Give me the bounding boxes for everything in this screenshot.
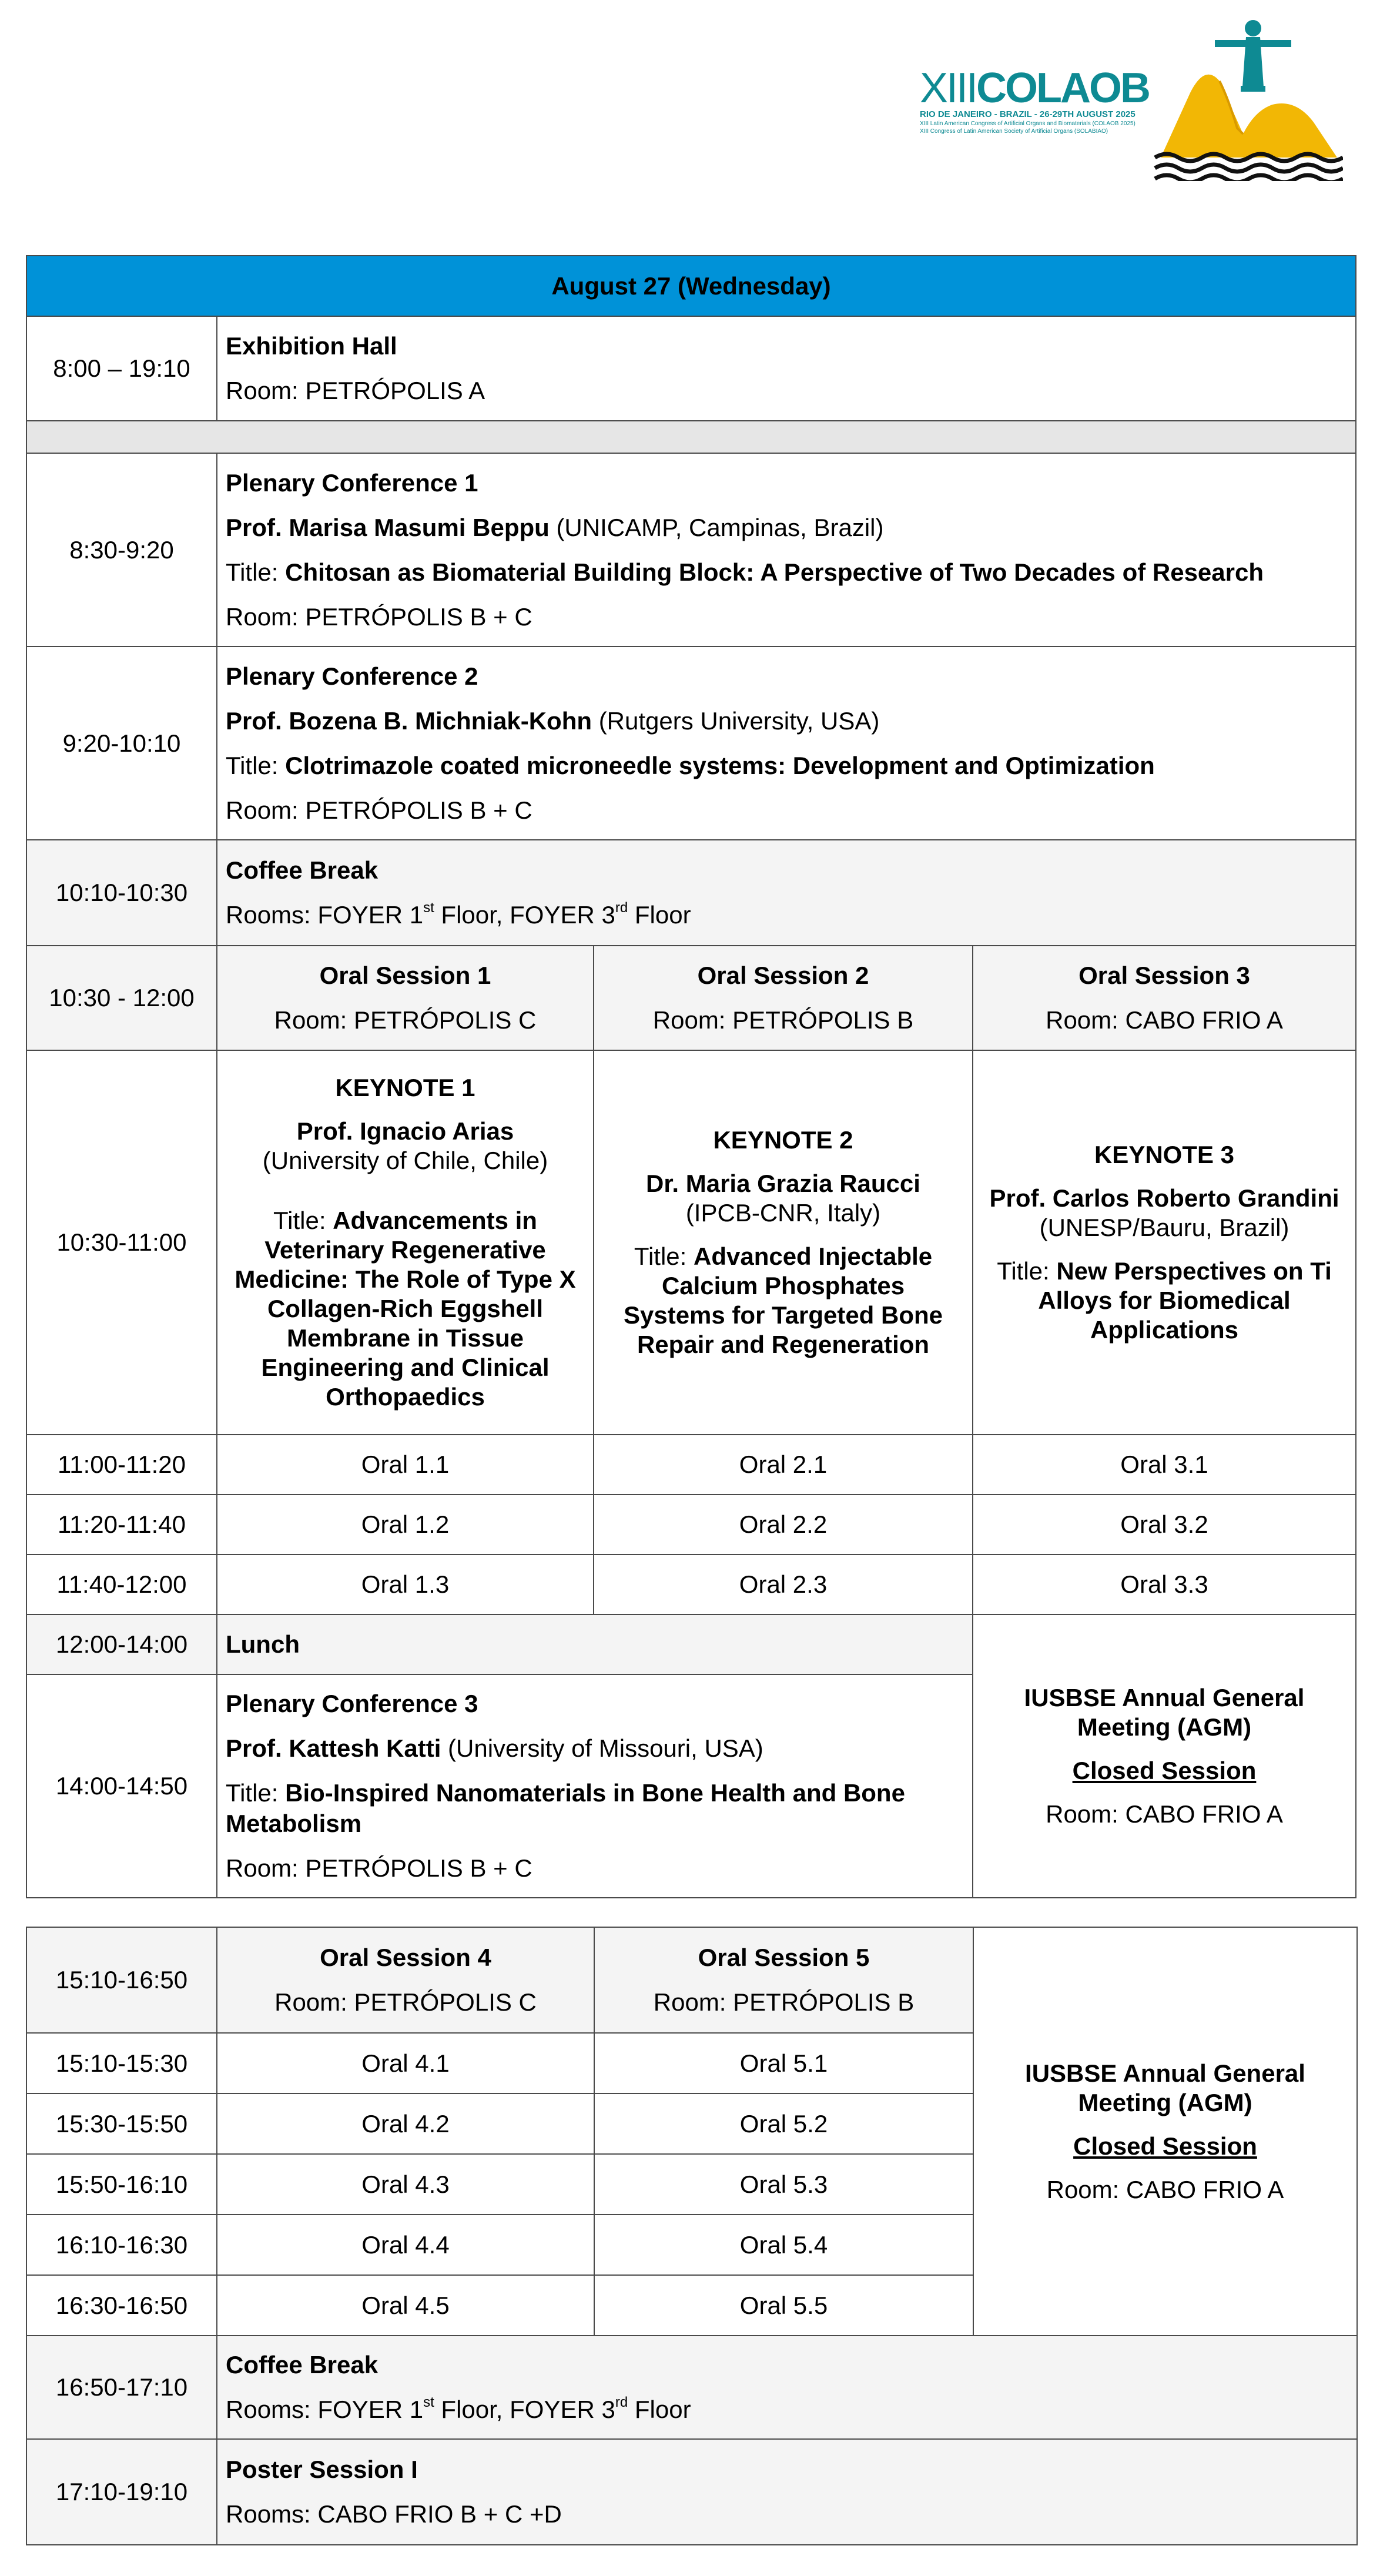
plenary2-room: Room: PETRÓPOLIS B + C (226, 796, 532, 824)
keynote-2-affiliation: (IPCB-CNR, Italy) (685, 1199, 881, 1227)
oral-block1-row (26, 946, 1356, 1050)
keynotes-row (26, 1050, 1356, 1435)
oral-slot: Oral 2.2 (594, 1495, 973, 1555)
agm-room: Room: CABO FRIO A (1046, 1800, 1283, 1828)
keynote-3-speaker: Prof. Carlos Roberto Grandini (989, 1184, 1339, 1212)
exhibition-time: 8:00 – 19:10 (26, 316, 217, 421)
oral-row (26, 1495, 1356, 1555)
oral-slot: Oral 2.1 (594, 1435, 973, 1495)
oral-slot: Oral 2.3 (594, 1555, 973, 1614)
oral-block2-time: 15:10-16:50 (26, 1927, 217, 2033)
agm-room: Room: CABO FRIO A (1046, 2175, 1284, 2203)
keynote-1-affiliation: (University of Chile, Chile) (262, 1147, 548, 1174)
oral-slot: Oral 4.2 (217, 2093, 594, 2154)
oral-slot: Oral 1.2 (217, 1495, 594, 1555)
oral-time: 15:50-16:10 (26, 2154, 217, 2215)
plenary2-row (26, 646, 1356, 840)
plenary2-speaker: Prof. Bozena B. Michniak-Kohn (226, 706, 592, 735)
schedule-table-morning (26, 255, 1356, 1898)
coffee1-rooms: Rooms: FOYER 1st Floor, FOYER 3rd Floor (226, 900, 691, 929)
coffee2-rooms: Rooms: FOYER 1st Floor, FOYER 3rd Floor (226, 2394, 691, 2423)
lunch-time: 12:00-14:00 (26, 1614, 217, 1674)
oral-slot: Oral 5.2 (594, 2093, 973, 2154)
plenary1-time: 8:30-9:20 (26, 453, 217, 646)
plenary3-speaker-line (226, 1733, 964, 1764)
keynote-1-title-first: Title: Advancements in (273, 1207, 537, 1234)
oral-block1-time: 10:30 - 12:00 (26, 946, 217, 1050)
exhibition-row (26, 316, 1356, 421)
spacer-row (26, 421, 1356, 453)
plenary2-title-line: Title: Clotrimazole coated microneedle systems: Development and Optimization (226, 751, 1155, 779)
logo-line-3: XIII Congress of Latin American Society of Artificial Organs (SOLABIAO) (920, 128, 1108, 135)
oral-time: 15:30-15:50 (26, 2093, 217, 2154)
coffee1-row (26, 840, 1356, 946)
plenary3-speaker: Prof. Kattesh Katti (226, 1734, 441, 1762)
oral-slot: Oral 3.1 (973, 1435, 1356, 1495)
plenary3-affiliation: (University of Missouri, USA) (441, 1734, 763, 1762)
plenary1-heading: Plenary Conference 1 (226, 468, 478, 497)
exhibition-cell (217, 316, 1356, 421)
poster-time: 17:10-19:10 (26, 2439, 217, 2545)
plenary2-title: Clotrimazole coated microneedle systems: Development and Optimization (285, 751, 1155, 779)
keynote-3-cell: KEYNOTE 3 Prof. Carlos Roberto Grandini (UNESP/Bauru, Brazil) Title: New Perspectives on Ti Alloys for Biomedical Applications (973, 1050, 1356, 1435)
logo-line-2: XIII Latin American Congress of Artificial Organs and Biomaterials (COLAOB 2025) (920, 120, 1136, 127)
plenary3-heading: Plenary Conference 3 (226, 1690, 478, 1717)
congress-logo (920, 11, 1343, 181)
oral-block2-row (26, 1927, 1357, 2033)
keynote-2-title-first: Title: Advanced Injectable (634, 1242, 933, 1270)
oral-time: 11:00-11:20 (26, 1435, 217, 1495)
agm-closed-session: Closed Session (1072, 1757, 1257, 1784)
keynote-1-speaker: Prof. Ignacio Arias (296, 1117, 514, 1145)
christ-redeemer-mountain-logo-icon (1149, 11, 1343, 181)
keynote-1-cell: KEYNOTE 1 Prof. Ignacio Arias (University of Chile, Chile) Title: Advancements in Veterinary Regenerative Medicine: The Role of Type X Collagen-Rich Eggshell Membrane in Tissue Engineering and Clinical Orthopaedics (217, 1050, 594, 1435)
plenary1-cell (217, 453, 1356, 646)
oral-slot: Oral 5.3 (594, 2154, 973, 2215)
plenary2-affiliation: (Rutgers University, USA) (592, 706, 880, 735)
keynote-3-affiliation: (UNESP/Bauru, Brazil) (1039, 1214, 1289, 1241)
logo-text (920, 67, 1149, 135)
schedule-table-afternoon (26, 1927, 1358, 2545)
oral-session-5-header: Oral Session 5 Room: PETRÓPOLIS B (594, 1927, 973, 2033)
day-header: August 27 (Wednesday) (26, 256, 1356, 316)
oral-session-1-header: Oral Session 1 Room: PETRÓPOLIS C (217, 946, 594, 1050)
oral-time: 15:10-15:30 (26, 2033, 217, 2093)
coffee1-time: 10:10-10:30 (26, 840, 217, 946)
plenary1-room: Room: PETRÓPOLIS B + C (226, 602, 532, 631)
coffee1-title: Coffee Break (226, 856, 379, 884)
oral-slot: Oral 4.4 (217, 2215, 594, 2275)
keynote-2-speaker: Dr. Maria Grazia Raucci (646, 1170, 920, 1197)
poster-row (26, 2439, 1357, 2545)
oral-time: 16:10-16:30 (26, 2215, 217, 2275)
logo-subtitle: RIO DE JANEIRO - BRAZIL - 26-29TH AUGUST 2025 (920, 109, 1136, 119)
plenary1-speaker: Prof. Marisa Masumi Beppu (226, 513, 550, 541)
plenary2-cell (217, 646, 1356, 840)
coffee2-title: Coffee Break (226, 2351, 379, 2379)
keynotes-time: 10:30-11:00 (26, 1050, 217, 1435)
poster-title: Poster Session I (226, 2456, 418, 2483)
lunch-title: Lunch (217, 1614, 973, 1674)
oral-session-2-header: Oral Session 2 Room: PETRÓPOLIS B (594, 946, 973, 1050)
keynote-2-cell: KEYNOTE 2 Dr. Maria Grazia Raucci (IPCB-CNR, Italy) Title: Advanced Injectable Calcium Phosphates Systems for Targeted Bone Repair and Regeneration (594, 1050, 973, 1435)
agm-closed-session: Closed Session (1073, 2132, 1257, 2160)
plenary3-room: Room: PETRÓPOLIS B + C (226, 1854, 532, 1882)
exhibition-room: Room: PETRÓPOLIS A (226, 377, 485, 404)
oral-slot: Oral 5.5 (594, 2275, 973, 2336)
agm-cell-2: IUSBSE Annual General Meeting (AGM) Closed Session Room: CABO FRIO A (973, 1927, 1357, 2336)
plenary2-speaker-line (226, 706, 1347, 736)
oral-row (26, 1555, 1356, 1614)
coffee2-time: 16:50-17:10 (26, 2336, 217, 2439)
oral-session-4-header: Oral Session 4 Room: PETRÓPOLIS C (217, 1927, 594, 2033)
plenary1-affiliation: (UNICAMP, Campinas, Brazil) (549, 513, 884, 541)
oral-slot: Oral 5.1 (594, 2033, 973, 2093)
day-header-row (26, 256, 1356, 316)
oral-time: 11:40-12:00 (26, 1555, 217, 1614)
oral-slot: Oral 4.3 (217, 2154, 594, 2215)
keynote-2-label: KEYNOTE 2 (713, 1126, 853, 1154)
oral-slot: Oral 4.1 (217, 2033, 594, 2093)
oral-time: 16:30-16:50 (26, 2275, 217, 2336)
coffee2-cell (217, 2336, 1357, 2439)
oral-slot: Oral 3.2 (973, 1495, 1356, 1555)
plenary2-time: 9:20-10:10 (26, 646, 217, 840)
keynote-3-label: KEYNOTE 3 (1094, 1141, 1235, 1168)
oral-slot: Oral 1.3 (217, 1555, 594, 1614)
exhibition-title: Exhibition Hall (226, 332, 397, 360)
keynote-3-title-first: Title: New Perspectives on Ti (997, 1257, 1332, 1285)
plenary1-title: Chitosan as Biomaterial Building Block: A Perspective of Two Decades of Research (285, 558, 1264, 586)
lunch-row (26, 1614, 1356, 1674)
plenary1-row (26, 453, 1356, 646)
logo-title: XIIICOLAOB (920, 65, 1150, 112)
poster-cell (217, 2439, 1357, 2545)
agm-cell-1: IUSBSE Annual General Meeting (AGM) Closed Session Room: CABO FRIO A (973, 1614, 1356, 1898)
plenary3-title-line: Title: Bio-Inspired Nanomaterials in Bone Health and Bone (226, 1779, 905, 1807)
plenary3-cell: Plenary Conference 3 Prof. Kattesh Katti (University of Missouri, USA) Title: Bio-Inspired Nanomaterials in Bone Health and Bone Metabolism Room: PETRÓPOLIS B + C (217, 1674, 973, 1898)
oral-session-3-header: Oral Session 3 Room: CABO FRIO A (973, 946, 1356, 1050)
plenary3-time: 14:00-14:50 (26, 1674, 217, 1898)
plenary2-heading: Plenary Conference 2 (226, 662, 478, 690)
plenary1-title-line: Title: Chitosan as Biomaterial Building Block: A Perspective of Two Decades of Research (226, 558, 1264, 586)
coffee2-row (26, 2336, 1357, 2439)
keynote-1-label: KEYNOTE 1 (335, 1074, 475, 1101)
oral-slot: Oral 3.3 (973, 1555, 1356, 1614)
plenary1-speaker-line (226, 512, 1347, 543)
oral-row (26, 1435, 1356, 1495)
oral-time: 11:20-11:40 (26, 1495, 217, 1555)
poster-room: Rooms: CABO FRIO B + C +D (226, 2500, 562, 2528)
coffee1-cell (217, 840, 1356, 946)
oral-slot: Oral 1.1 (217, 1435, 594, 1495)
oral-slot: Oral 4.5 (217, 2275, 594, 2336)
oral-slot: Oral 5.4 (594, 2215, 973, 2275)
plenary3-title: Bio-Inspired Nanomaterials in Bone Health and Bone (285, 1779, 905, 1807)
